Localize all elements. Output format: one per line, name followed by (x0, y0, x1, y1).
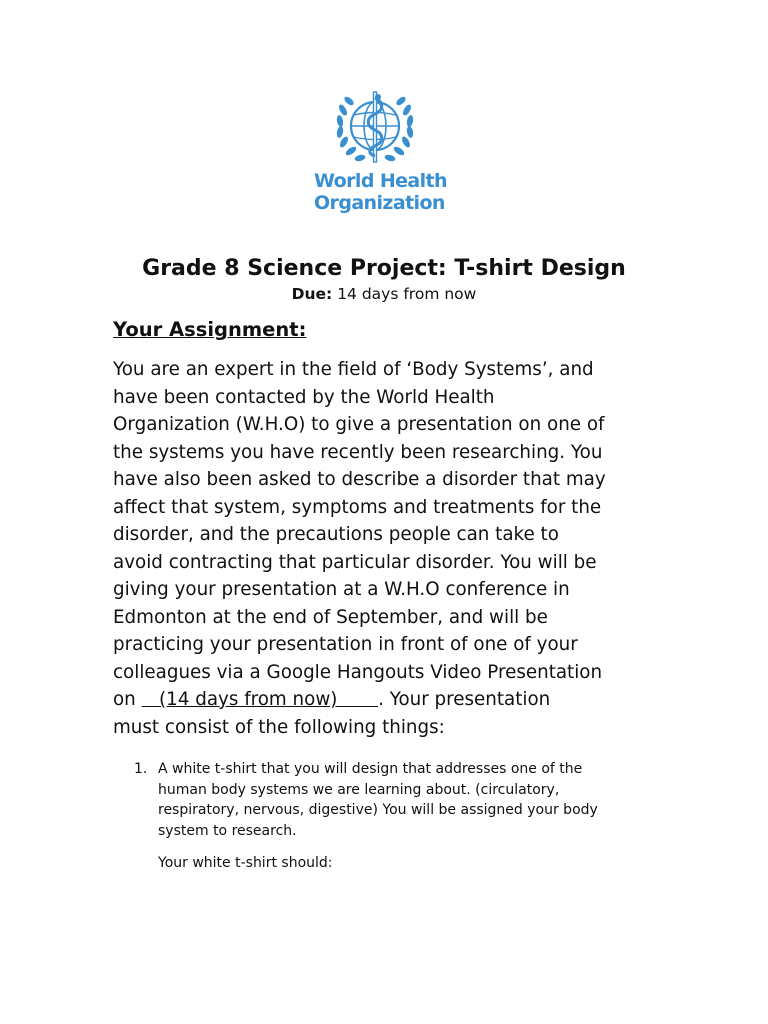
list-item-line: human body systems we are learning about. (circulatory, (158, 781, 560, 798)
due-label: Due: (291, 285, 333, 303)
paragraph-line: affect that system, symptoms and treatments for the (113, 496, 602, 518)
paragraph-line: disorder, and the precautions people can take to (113, 524, 559, 545)
list-item-line: respiratory, nervous, digestive) You will be assigned your body (158, 802, 598, 818)
assignment-heading: Your Assignment: (113, 318, 307, 341)
on-prefix: on (113, 689, 142, 710)
on-suffix: . Your presentation (378, 689, 551, 710)
assignment-paragraph (113, 356, 673, 741)
paragraph-line: colleagues via a Google Hangouts Video Presentation (113, 661, 603, 683)
project-title: Grade 8 Science Project: T-shirt Design (142, 256, 626, 281)
paragraph-line: avoid contracting that particular disorder. You will be (113, 551, 597, 573)
due-value: 14 days from now (332, 285, 477, 303)
paragraph-line: have also been asked to describe a disorder that may (113, 469, 606, 490)
who-logo-line2: Organization (314, 192, 445, 214)
due-date-blank: (14 days from now) (141, 689, 379, 710)
who-logo-text (314, 170, 447, 214)
paragraph-line: Edmonton at the end of September, and will be (113, 606, 548, 628)
paragraph-line: giving your presentation at a W.H.O conference in (113, 579, 570, 600)
who-logo (314, 88, 447, 220)
list-item-line: A white t-shirt that you will design that addresses one of the (158, 761, 583, 777)
paragraph-line: Organization (W.H.O) to give a presentation on one of (113, 414, 605, 435)
paragraph-line: must consist of the following things: (113, 716, 445, 738)
who-logo-line1: World Health (314, 170, 447, 192)
list-item (158, 759, 658, 841)
list-item-number: 1. (134, 761, 148, 777)
paragraph-line: the systems you have recently been researching. You (113, 441, 603, 463)
paragraph-line: practicing your presentation in front of one of your (113, 634, 578, 655)
tshirt-should-line: Your white t-shirt should: (158, 855, 333, 871)
paragraph-line-with-blank (113, 686, 673, 714)
due-line (0, 285, 768, 303)
paragraph-line: have been contacted by the World Health (113, 386, 495, 408)
list-item-line: system to research. (158, 822, 297, 839)
paragraph-line: You are an expert in the field of ‘Body Systems’, and (113, 359, 594, 380)
who-emblem-icon (332, 88, 418, 170)
